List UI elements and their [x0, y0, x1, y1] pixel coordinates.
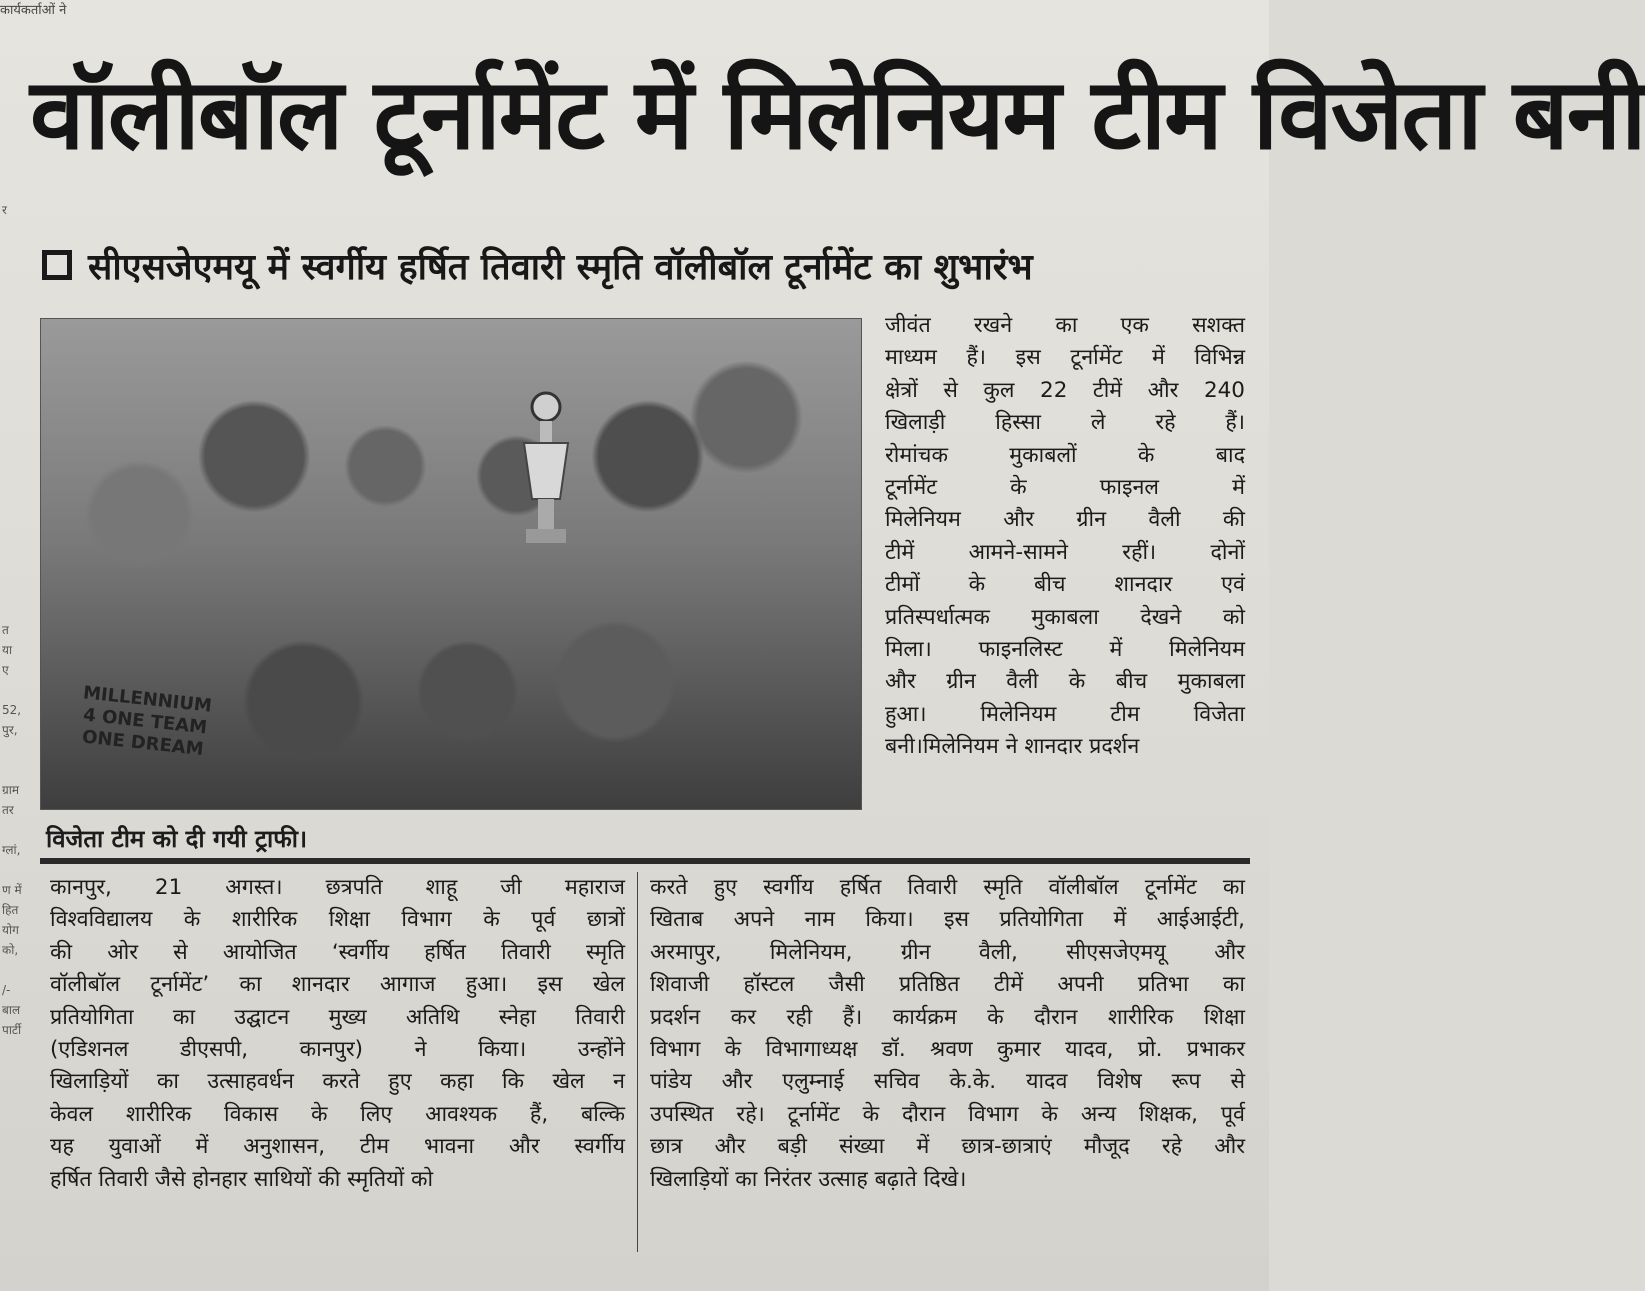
article-line: यह युवाओं में अनुशासन, टीम भावना और स्वर्गीय [50, 1134, 625, 1160]
top-strip-text: कार्यकर्ताओं ने [0, 3, 67, 18]
article-line: हर्षित तिवारी जैसे होनहार साथियों की स्मृतियों को [50, 1166, 434, 1192]
margin-fragment: ण में [2, 883, 22, 897]
article-line: खिताब अपने नाम किया। इस प्रतियोगिता में आईआईटी, [650, 907, 1245, 933]
article-line: रोमांचक मुकाबलों के बाद [885, 442, 1245, 468]
article-line: छात्र और बड़ी संख्या में छात्र-छात्राएं मौजूद रहे और [650, 1134, 1245, 1160]
photo-caption: विजेता टीम को दी गयी ट्राफी। [46, 825, 308, 853]
subheadline-row [42, 230, 1257, 300]
column-divider [637, 872, 638, 1252]
article-line: और ग्रीन वैली के बीच मुकाबला [885, 669, 1245, 695]
article-line: टीमों के बीच शानदार एवं [885, 572, 1245, 598]
jersey-text: MILLENNIUM 4 ONE TEAM ONE DREAM [81, 682, 213, 761]
margin-fragment: ग्राम [2, 783, 20, 797]
headline: वॉलीबॉल टूर्नामेंट में मिलेनियम टीम विजेता बनी [30, 58, 1645, 172]
right-column-text [885, 310, 1245, 763]
article-line: विभाग के विभागाध्यक्ष डॉ. श्रवण कुमार यादव, प्रो. प्रभाकर [650, 1036, 1245, 1062]
article-line: माध्यम हैं। इस टूर्नामेंट में विभिन्न [885, 345, 1245, 371]
margin-fragment: /- [2, 983, 11, 997]
margin-fragment: त [2, 623, 9, 637]
margin-fragment: तर [2, 803, 14, 817]
bullet-square-icon [42, 250, 72, 280]
article-line: वॉलीबॉल टूर्नामेंट’ का शानदार आगाज हुआ। इस खेल [50, 972, 625, 998]
margin-fragment: ग्लां, [2, 843, 21, 857]
article-line: अरमापुर, मिलेनियम, ग्रीन वैली, सीएसजेएमयू और [650, 939, 1245, 965]
horizontal-rule [40, 858, 1250, 864]
article-line: केवल शारीरिक विकास के लिए आवश्यक हैं, बल्कि [50, 1101, 625, 1127]
article-line: प्रतिस्पर्धात्मक मुकाबला देखने को [885, 604, 1245, 630]
margin-fragment: 52, [2, 703, 22, 717]
margin-fragment: पुर, [2, 723, 18, 737]
article-line: हुआ। मिलेनियम टीम विजेता [885, 701, 1245, 727]
article-line: क्षेत्रों से कुल 22 टीमें और 240 [885, 377, 1245, 403]
article-line: कानपुर, 21 अगस्त। छत्रपति शाहू जी महाराज [50, 875, 625, 900]
margin-fragment: पार्टी [2, 1023, 22, 1037]
article-line: मिलेनियम और ग्रीन वैली की [885, 507, 1245, 533]
margin-fragment [2, 300, 62, 320]
margin-fragment: बाल [2, 1003, 21, 1017]
article-line: शिवाजी हॉस्टल जैसी प्रतिष्ठित टीमें अपनी प्रतिभा का [650, 972, 1245, 998]
article-line: खिलाड़ी हिस्सा ले रहे हैं। [885, 410, 1245, 436]
article-line: खिलाड़ियों का निरंतर उत्साह बढ़ाते दिखे। [650, 1166, 967, 1192]
subheadline: सीएसजेएमयू में स्वर्गीय हर्षित तिवारी स्मृति वॉलीबॉल टूर्नामेंट का शुभारंभ [88, 246, 1033, 288]
article-line: पांडेय और एलुम्नाई सचिव के.के. यादव विशेष रूप से [650, 1069, 1245, 1095]
margin-fragment: या [2, 643, 13, 657]
article-line: विश्वविद्यालय के शारीरिक शिक्षा विभाग के पूर्व छात्रों [50, 907, 625, 933]
article-line: खिलाड़ियों का उत्साहवर्धन करते हुए कहा कि खेल न [50, 1069, 625, 1095]
article-line: (एडिशनल डीएसपी, कानपुर) ने किया। उन्होंने [50, 1036, 625, 1062]
margin-fragment: को, [2, 943, 19, 957]
margin-fragment: र [2, 203, 7, 217]
bottom-left-column [50, 872, 625, 1196]
article-line: उपस्थित रहे। टूर्नामेंट के दौरान विभाग के अन्य शिक्षक, पूर्व [650, 1101, 1245, 1127]
article-line: मिला। फाइनलिस्ट में मिलेनियम [885, 636, 1245, 662]
article-line: प्रतियोगिता का उद्घाटन मुख्य अतिथि स्नेहा तिवारी [50, 1004, 625, 1030]
margin-fragment: हित [2, 903, 19, 917]
article-line: टीमें आमने-सामने रहीं। दोनों [885, 539, 1245, 565]
article-line: बनी।मिलेनियम ने शानदार प्रदर्शन [885, 734, 1140, 760]
article-line: प्रदर्शन कर रही हैं। कार्यक्रम के दौरान शारीरिक शिक्षा [650, 1004, 1245, 1030]
margin-fragment: ए [2, 663, 9, 677]
article-line: टूर्नामेंट के फाइनल में [885, 474, 1245, 500]
margin-fragment: योग [2, 923, 19, 937]
team-trophy-photo [40, 318, 862, 810]
article-line: की ओर से आयोजित ‘स्वर्गीय हर्षित तिवारी स्मृति [50, 939, 625, 965]
bottom-right-column [650, 872, 1245, 1196]
trophy-icon [516, 389, 576, 559]
article-line: जीवंत रखने का एक सशक्त [885, 313, 1245, 338]
article-line: करते हुए स्वर्गीय हर्षित तिवारी स्मृति वॉलीबॉल टूर्नामेंट का [650, 875, 1245, 900]
